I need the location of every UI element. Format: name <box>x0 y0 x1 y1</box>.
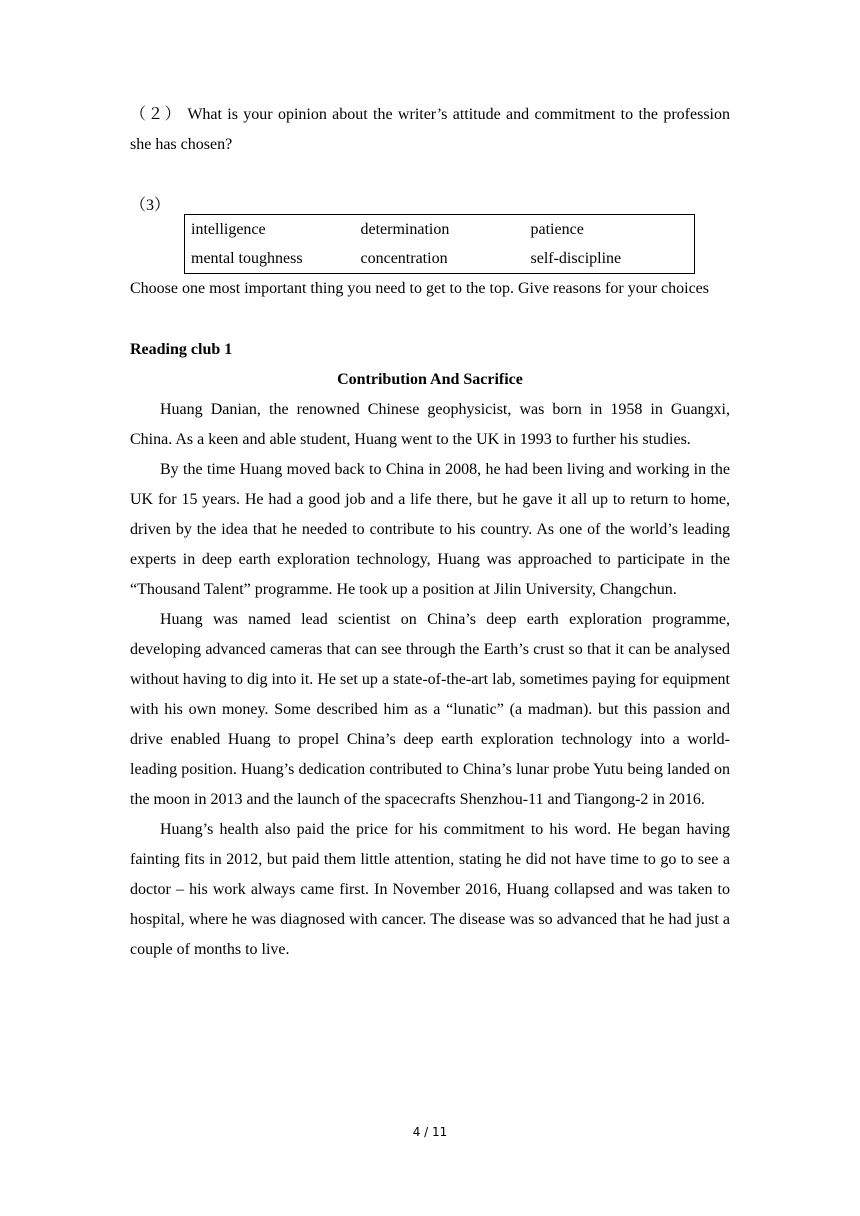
word-choice-table <box>184 214 695 274</box>
table-cell: self-discipline <box>530 250 622 267</box>
article-paragraph: By the time Huang moved back to China in 2008, he had been living and working in the UK for 15 years. He had a good job and a life there, but he gave it all up to return to home, driven by the idea that he needed to contribute to his country. As one of the world’s leading experts in deep earth exploration technology, Huang was approached to participate in the “Thousand Talent” programme. He took up a position at Jilin University, Changchun. <box>130 461 730 598</box>
table-cell: mental toughness <box>191 250 303 267</box>
table-cell: patience <box>530 221 584 238</box>
document-page <box>130 100 730 965</box>
question-2: （２） What is your opinion about the writer’s attitude and commitment to the profession she has chosen? <box>130 106 730 153</box>
question-3-prompt: Choose one most important thing you need to get to the top. Give reasons for your choices <box>130 280 709 297</box>
page-number: 4 / 11 <box>412 1125 448 1139</box>
table-row <box>185 215 695 245</box>
reading-club-title: Reading club 1 <box>130 341 233 358</box>
table-row <box>185 244 695 274</box>
table-cell: determination <box>360 221 450 238</box>
article-paragraph: Huang Danian, the renowned Chinese geophysicist, was born in 1958 in Guangxi, China. As a keen and able student, Huang went to the UK in 1993 to further his studies. <box>130 401 730 448</box>
article-title: Contribution And Sacrifice <box>337 371 523 388</box>
table-cell: intelligence <box>191 221 266 238</box>
table-cell: concentration <box>360 250 448 267</box>
question-3-label: （3） <box>130 197 171 214</box>
article-paragraph: Huang was named lead scientist on China’s deep earth exploration programme, developing advanced cameras that can see through the Earth’s crust so that it can be analysed without having to dig into it. He set up a state-of-the-art lab, sometimes paying for equipment with his own money. Some described him as a “lunatic” (a madman). but this passion and drive enabled Huang to propel China’s deep earth exploration technology into a world-leading position. Huang’s dedication contributed to China’s lunar probe Yutu being landed on the moon in 2013 and the launch of the spacecrafts Shenzhou-11 and Tiangong-2 in 2016. <box>130 611 730 808</box>
article-paragraph: Huang’s health also paid the price for his commitment to his word. He began having fainting fits in 2012, but paid them little attention, stating he did not have time to go to see a doctor – his work always came first. In November 2016, Huang collapsed and was taken to hospital, where he was diagnosed with cancer. The disease was so advanced that he had just a couple of months to live. <box>130 821 730 958</box>
